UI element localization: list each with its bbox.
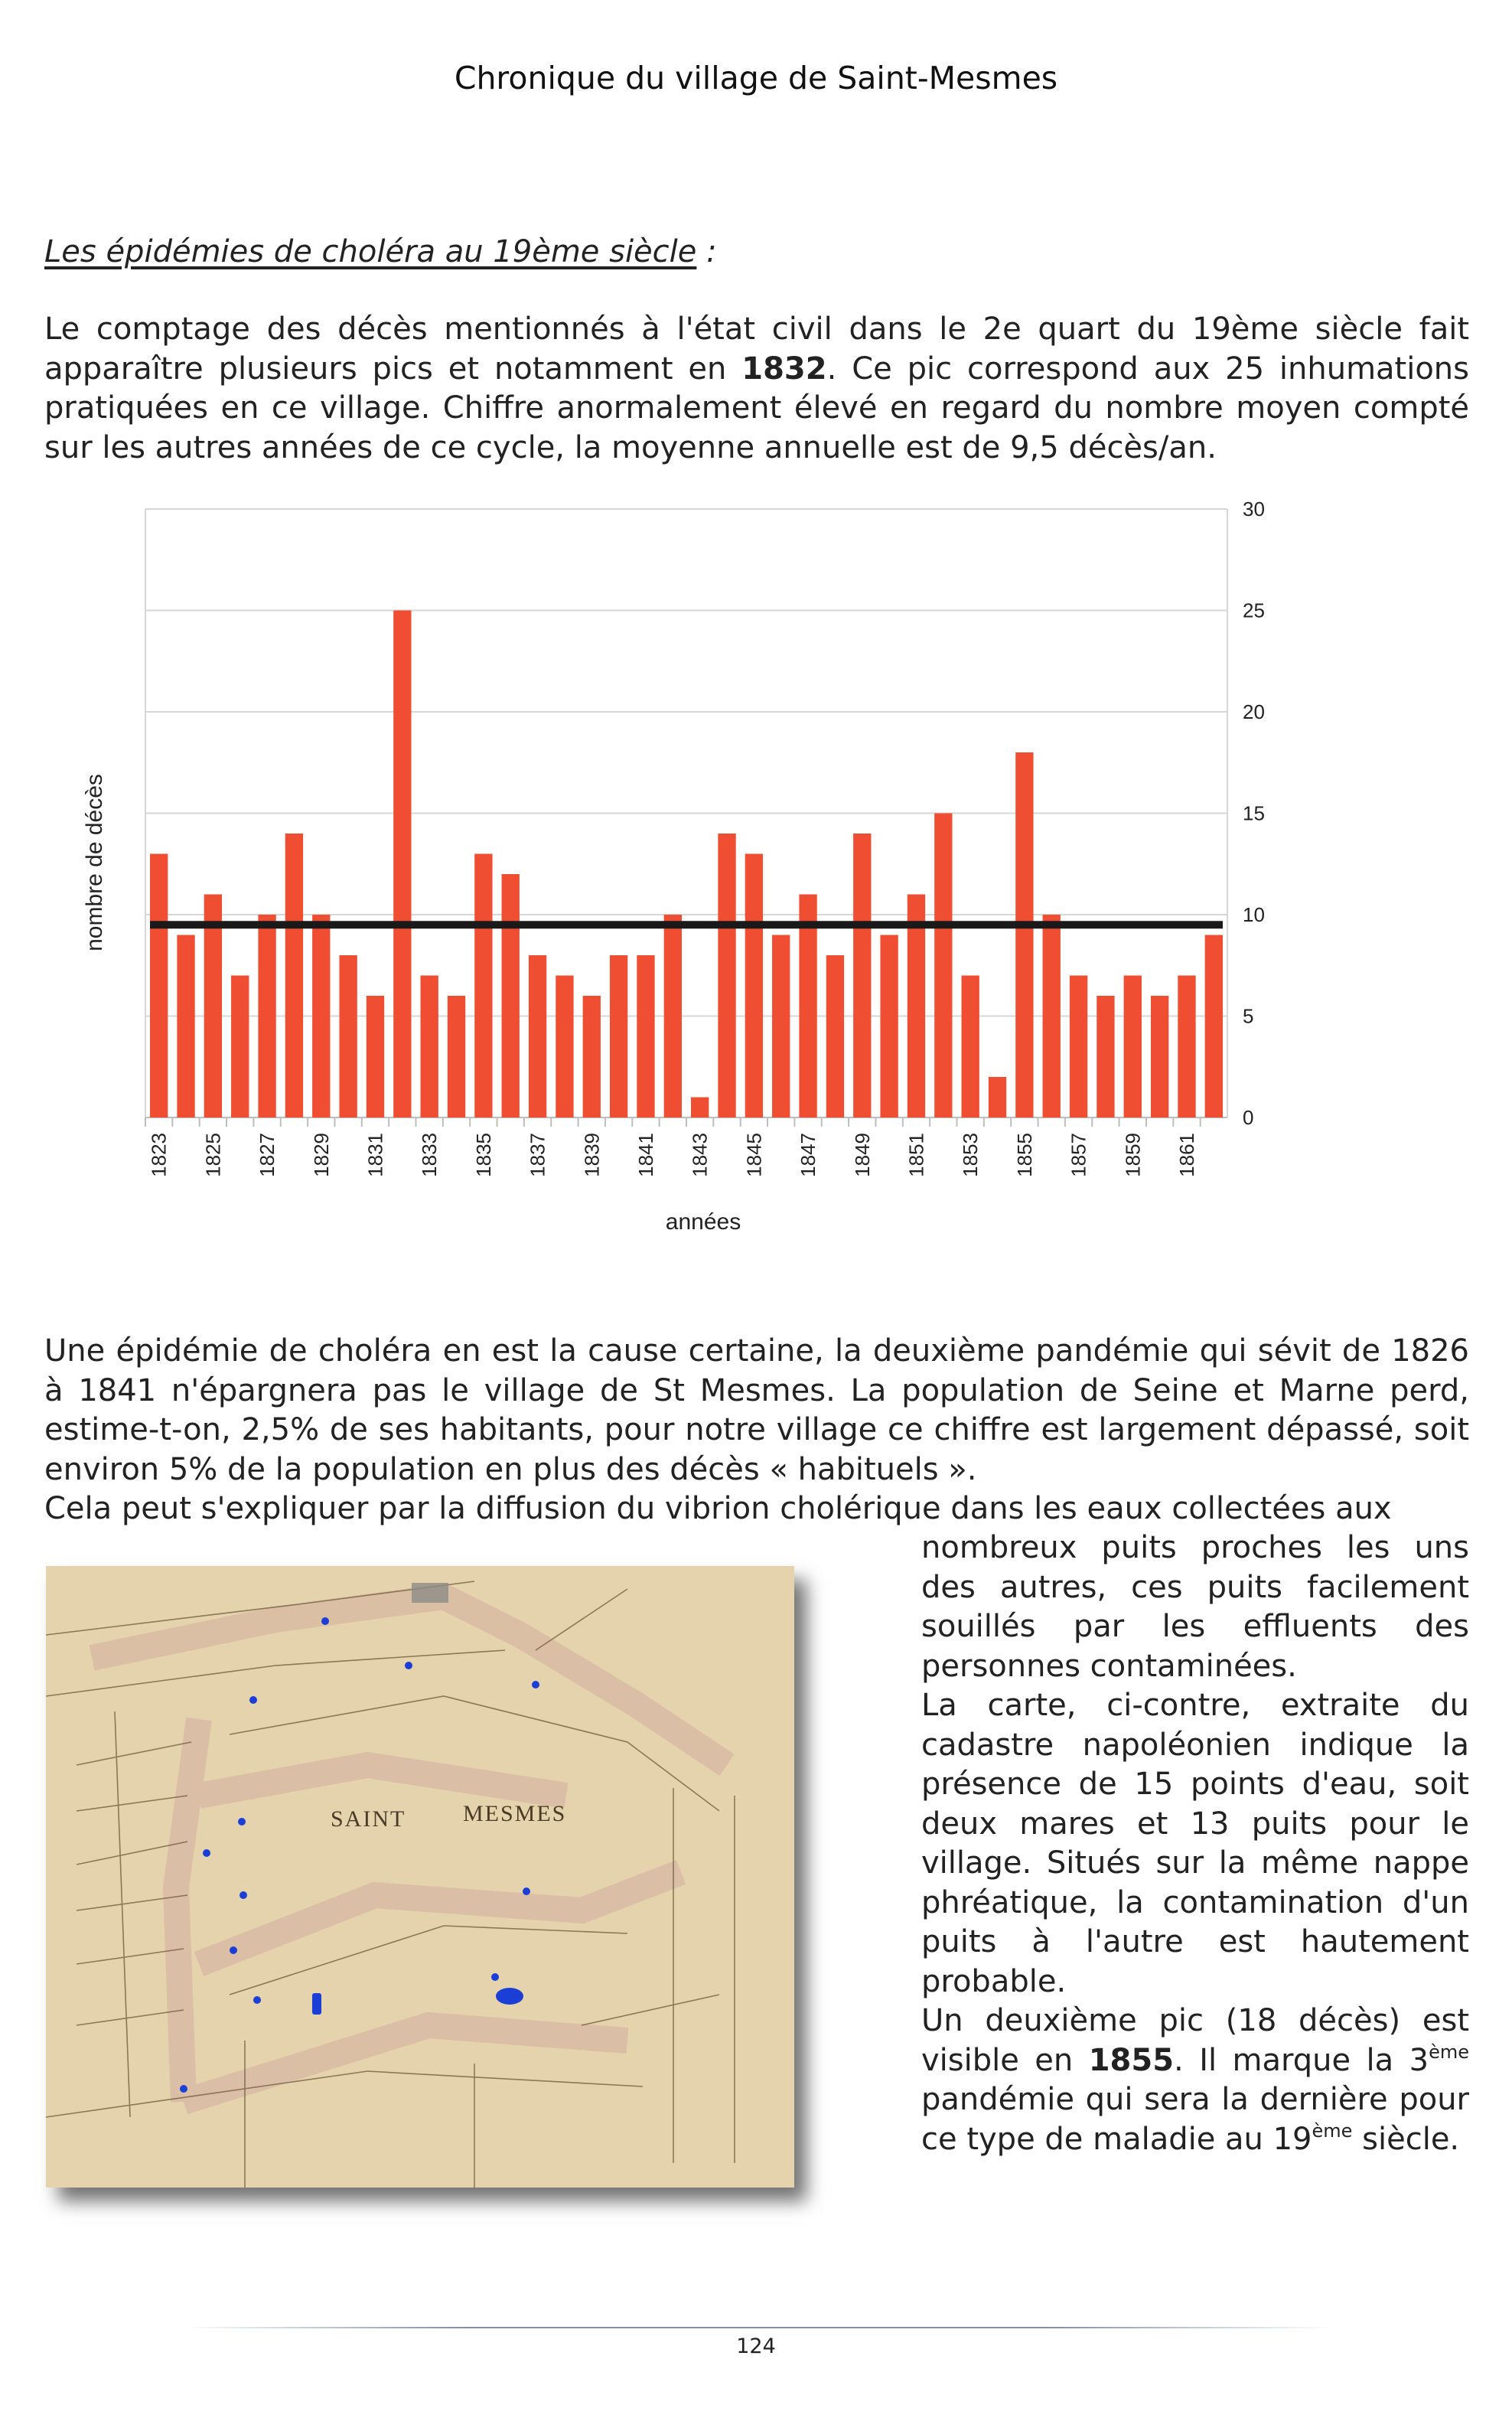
chart-x-tick-label: 1841 xyxy=(634,1133,657,1177)
chart-x-tick-label: 1857 xyxy=(1067,1133,1090,1177)
chart-bar xyxy=(691,1098,709,1118)
chart-x-tick-label: 1837 xyxy=(526,1133,549,1177)
well-marker xyxy=(532,1681,539,1688)
chart-bar xyxy=(231,976,249,1118)
chart-y-tick-label: 25 xyxy=(1243,599,1265,622)
chart-bar xyxy=(880,935,898,1118)
chart-bar xyxy=(610,955,627,1117)
chart-bar xyxy=(502,874,520,1117)
chart-bars xyxy=(150,611,1223,1118)
chart-x-tick-label: 1853 xyxy=(959,1133,982,1177)
chart-y-tick-label: 15 xyxy=(1243,801,1265,825)
chart-x-tick-label: 1831 xyxy=(363,1133,387,1177)
chart-y-tick-label: 5 xyxy=(1243,1004,1254,1028)
well-marker xyxy=(321,1617,329,1625)
chart-bar xyxy=(258,915,275,1117)
chart-x-tick-label: 1843 xyxy=(688,1133,712,1177)
chart-bar xyxy=(637,955,654,1117)
chart-x-ticks xyxy=(145,1117,1201,1177)
wells-text-c1: Un deuxième pic (18 décès) est visible en xyxy=(921,2003,1469,2078)
chart-bar xyxy=(367,996,384,1117)
chart-y-tick-label: 10 xyxy=(1243,903,1265,926)
chart-bar xyxy=(772,935,790,1118)
chart-bar xyxy=(285,834,303,1117)
chart-x-tick-label: 1827 xyxy=(256,1133,279,1177)
well-marker xyxy=(523,1887,530,1895)
chart-x-tick-label: 1855 xyxy=(1012,1133,1036,1177)
chart-xlabel: années xyxy=(665,1209,741,1235)
map-label-mesmes: MESMES xyxy=(463,1801,567,1826)
chart-x-tick-label: 1839 xyxy=(580,1133,604,1177)
chart-y-ticks xyxy=(1243,498,1265,1129)
well-marker xyxy=(180,2085,187,2093)
well-marker xyxy=(491,1973,499,1981)
wells-text-c2: . Il marque la 3 xyxy=(1174,2042,1429,2078)
chart-bar xyxy=(1151,996,1168,1117)
intro-text-2: . Ce pic correspond aux 25 inhumations pratiquées en ce village. Chiffre anormalement élevé en regard du nombre moyen compté sur les autres années de ce cycle, la moyenne annuelle est de 9,5 décès/an. xyxy=(44,351,1470,465)
chart-x-tick-label: 1851 xyxy=(904,1133,928,1177)
chart-bar xyxy=(989,1077,1006,1117)
intro-year-bold: 1832 xyxy=(741,351,827,387)
wells-text-c3: pandémie qui sera la dernière pour ce type de maladie au 19 xyxy=(921,2082,1469,2157)
wells-text-b: La carte, ci-contre, extraite du cadastre napoléonien indique la présence de 15 points d'eau, soit deux mares et 13 puits pour le village. Situés sur la même nappe phréatique, la contamination d'un puits à l'autre est hautement probable. xyxy=(921,1688,1469,1999)
chart-x-tick-label: 1829 xyxy=(309,1133,333,1177)
chart-y-tick-label: 20 xyxy=(1243,700,1265,723)
chart-bar xyxy=(177,935,194,1118)
chart-grid xyxy=(145,509,1227,1117)
chart-x-tick-label: 1835 xyxy=(471,1133,495,1177)
well-marker xyxy=(405,1662,412,1669)
chart-bar xyxy=(556,976,573,1118)
chart-x-tick-label: 1859 xyxy=(1121,1133,1145,1177)
vibrion-paragraph-first-line: Cela peut s'expliquer par la diffusion du vibrion cholérique dans les eaux collectées aux xyxy=(44,1491,1392,1526)
chart-bar xyxy=(1178,976,1195,1118)
chart-bar xyxy=(393,611,411,1118)
chart-x-tick-label: 1845 xyxy=(742,1133,766,1177)
section-heading-suffix: : xyxy=(696,234,717,269)
wells-text-a: nombreux puits proches les uns des autres, ces puits facilement souillés par les effluents des personnes contaminées. xyxy=(921,1530,1469,1684)
chart-x-tick-label: 1849 xyxy=(850,1133,874,1177)
chart-ylabel: nombre de décès xyxy=(82,774,107,951)
chart-x-tick-label: 1861 xyxy=(1175,1133,1198,1177)
wells-sup-2: ème xyxy=(1312,2119,1353,2142)
chart-bar xyxy=(826,955,844,1117)
well-marker xyxy=(249,1696,257,1704)
section-heading-text: Les épidémies de choléra au 19ème siècle xyxy=(44,234,697,269)
wells-year-bold: 1855 xyxy=(1088,2042,1175,2078)
well-marker xyxy=(203,1849,210,1857)
chart-x-tick-label: 1847 xyxy=(797,1133,820,1177)
chart-x-tick-label: 1823 xyxy=(147,1133,171,1177)
pond-marker xyxy=(312,1993,321,2015)
chart-bar xyxy=(339,955,357,1117)
chart-bar xyxy=(1097,996,1114,1117)
chart-bar xyxy=(1070,976,1087,1118)
chart-bar xyxy=(474,854,492,1118)
chart-bar xyxy=(150,854,168,1118)
chart-bar xyxy=(1043,915,1061,1117)
chart-bar xyxy=(934,814,952,1118)
chart-x-tick-label: 1825 xyxy=(201,1133,225,1177)
chart-bar xyxy=(583,996,601,1117)
well-marker xyxy=(238,1818,246,1826)
chart-bar xyxy=(664,915,682,1117)
pond-marker xyxy=(496,1988,523,2005)
chart-bar xyxy=(853,834,871,1117)
intro-text-1: Le comptage des décès mentionnés à l'état civil dans le 2e quart du 19ème siècle fait apparaître plusieurs pics et notamment en xyxy=(44,312,1469,387)
chart-bar xyxy=(718,834,735,1117)
wells-text-c4: siècle. xyxy=(1352,2121,1460,2157)
page-header-title: Chronique du village de Saint-Mesmes xyxy=(454,60,1058,96)
cholera-paragraph: Une épidémie de choléra en est la cause certaine, la deuxième pandémie qui sévit de 1826 à 1841 n'épargnera pas le village de St Mesmes. La population de Seine et Marne perd, estime-t-on, 2,5% de ses habitants, pour notre village ce chiffre est largement dépassé, soit environ 5% de la population en plus des décès « habituels ». xyxy=(44,1333,1469,1487)
well-marker xyxy=(253,1996,261,2004)
chart-bar xyxy=(745,854,763,1118)
well-marker xyxy=(240,1891,247,1899)
chart-x-tick-label: 1833 xyxy=(418,1133,442,1177)
map-church xyxy=(412,1583,448,1603)
page-number: 124 xyxy=(736,2334,776,2358)
chart-bar xyxy=(421,976,438,1118)
chart-bar xyxy=(1205,935,1223,1118)
wells-sup-1: ème xyxy=(1429,2041,1469,2063)
chart-bar xyxy=(1124,976,1142,1118)
chart-y-tick-label: 30 xyxy=(1243,498,1265,520)
wells-side-paragraph xyxy=(921,1529,1469,2159)
map-label-saint: SAINT xyxy=(331,1806,406,1832)
chart-bar xyxy=(448,996,465,1117)
chart-y-tick-label: 0 xyxy=(1243,1106,1254,1129)
cadastre-map xyxy=(46,1566,794,2188)
chart-bar xyxy=(312,915,330,1117)
chart-bar xyxy=(1015,752,1033,1117)
chart-bar xyxy=(962,976,979,1118)
chart-bar xyxy=(529,955,546,1117)
well-marker xyxy=(230,1946,237,1954)
footer-rule xyxy=(184,2327,1331,2328)
